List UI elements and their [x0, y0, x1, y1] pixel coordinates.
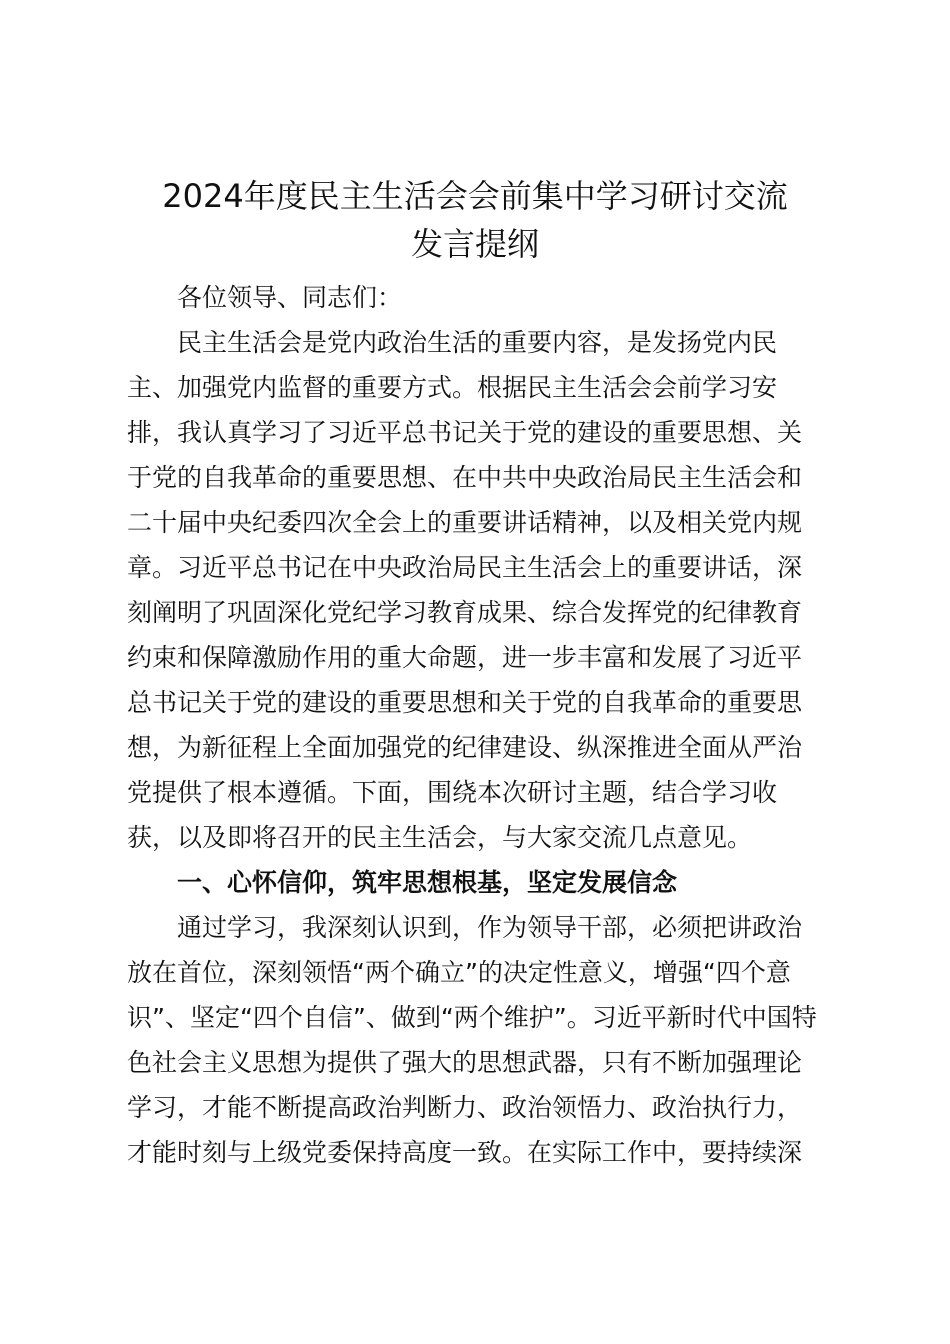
paragraph-line: 放在首位，深刻领悟“两个确立”的决定性意义，增强“四个意 [127, 958, 791, 987]
section-heading: 一、心怀信仰，筑牢思想根基，坚定发展信念 [177, 868, 678, 897]
paragraph-line: 民主生活会是党内政治生活的重要内容，是发扬党内民 [177, 328, 778, 357]
paragraph-line: 想，为新征程上全面加强党的纪律建设、纵深推进全面从严治 [127, 733, 803, 762]
paragraph-line: 获，以及即将召开的民主生活会，与大家交流几点意见。 [127, 823, 753, 852]
paragraph-line: 于党的自我革命的重要思想、在中共中央政治局民主生活会和 [127, 463, 803, 492]
paragraph-line: 学习，才能不断提高政治判断力、政治领悟力、政治执行力， [127, 1093, 803, 1122]
paragraph-line: 刻阐明了巩固深化党纪学习教育成果、综合发挥党的纪律教育 [127, 598, 803, 627]
paragraph-line: 章。习近平总书记在中央政治局民主生活会上的重要讲话，深 [127, 553, 803, 582]
paragraph-line: 党提供了根本遵循。下面，围绕本次研讨主题，结合学习收 [127, 778, 778, 807]
paragraph-line: 排，我认真学习了习近平总书记关于党的建设的重要思想、关 [127, 418, 803, 447]
paragraph-line: 约束和保障激励作用的重大命题，进一步丰富和发展了习近平 [127, 643, 803, 672]
salutation: 各位领导、同志们： [177, 283, 403, 312]
document-title-line-1: 2024年度民主生活会会前集中学习研讨交流 [162, 177, 788, 215]
paragraph-line: 总书记关于党的建设的重要思想和关于党的自我革命的重要思 [127, 688, 803, 717]
paragraph-line: 色社会主义思想为提供了强大的思想武器，只有不断加强理论 [127, 1048, 803, 1077]
document-title-line-2: 发言提纲 [410, 225, 539, 263]
paragraph-line: 主、加强党内监督的重要方式。根据民主生活会会前学习安 [127, 373, 778, 402]
paragraph-line: 通过学习，我深刻认识到，作为领导干部，必须把讲政治 [177, 913, 803, 942]
paragraph-line: 识”、坚定“四个自信”、做到“两个维护”。习近平新时代中国特 [127, 1003, 817, 1032]
paragraph-line: 二十届中央纪委四次全会上的重要讲话精神，以及相关党内规 [127, 508, 803, 537]
paragraph-line: 才能时刻与上级党委保持高度一致。在实际工作中，要持续深 [127, 1138, 803, 1167]
